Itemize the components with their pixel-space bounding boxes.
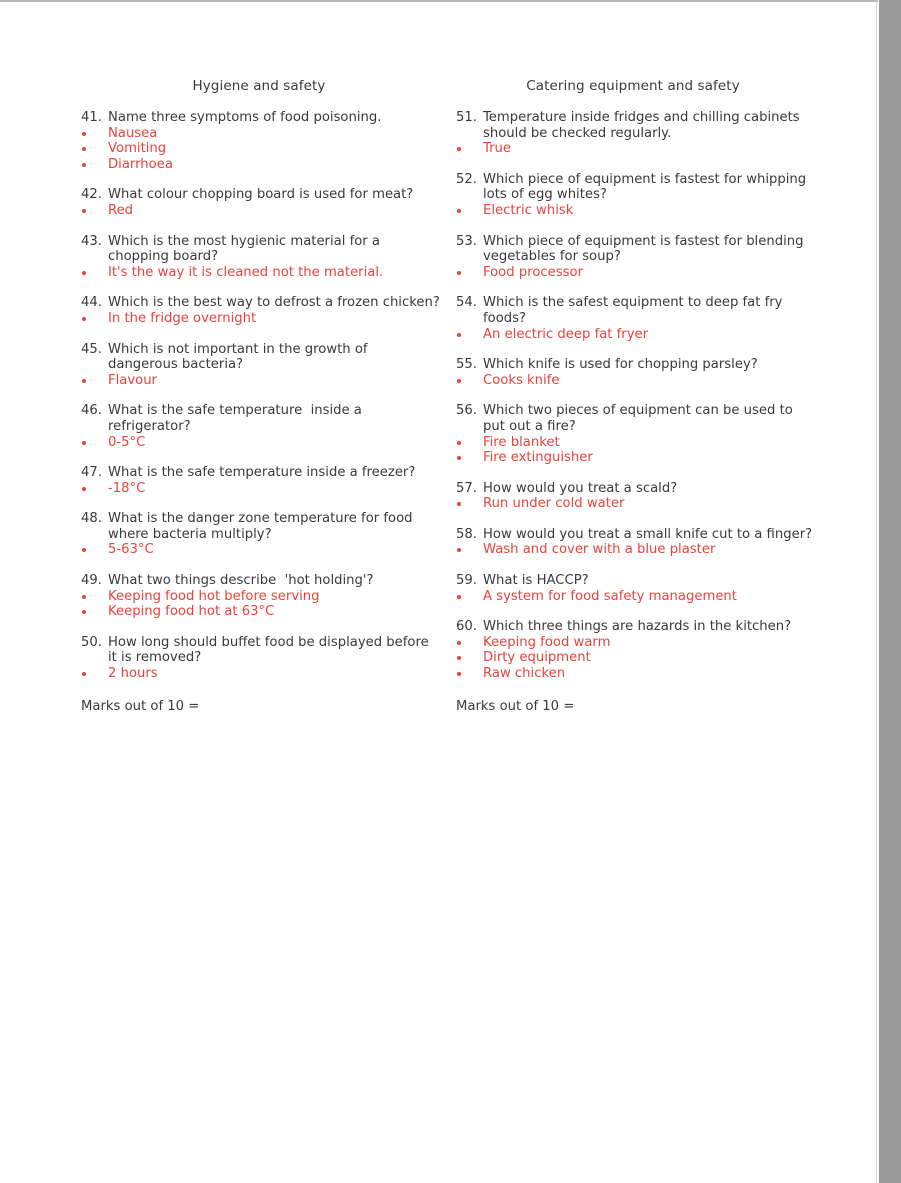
question-text: Which piece of equipment is fastest for whipping lots of egg whites? xyxy=(483,171,811,203)
question-row xyxy=(81,573,441,589)
page-top-rule xyxy=(0,0,878,2)
answer-text: -18°C xyxy=(108,480,146,496)
question-number: 43. xyxy=(81,233,102,249)
question-text: How would you treat a scald? xyxy=(483,480,678,496)
question-answer-block xyxy=(81,187,441,218)
question-number: 41. xyxy=(81,110,102,125)
answer-text: Fire extinguisher xyxy=(483,450,593,466)
question-text: Which two pieces of equipment can be used to put out a fire? xyxy=(483,403,798,434)
question-answer-block xyxy=(456,110,816,157)
question-number: 45. xyxy=(81,341,102,357)
answer-row xyxy=(81,604,441,620)
question-answer-block xyxy=(81,573,441,620)
question-number: 51. xyxy=(456,110,477,125)
marks-out-of-line: Marks out of 10 = xyxy=(81,698,200,714)
answer-text: Keeping food hot at 63°C xyxy=(108,604,275,620)
question-number: 48. xyxy=(81,511,102,527)
question-row xyxy=(456,573,816,589)
question-text: What two things describe 'hot holding'? xyxy=(108,573,374,589)
question-text: Which is the most hygienic material for a chopping board? xyxy=(108,233,385,265)
answer-row xyxy=(81,481,441,497)
question-row xyxy=(81,295,441,311)
question-text: Name three symptoms of food poisoning. xyxy=(108,110,382,125)
answer-row xyxy=(456,373,816,389)
question-number: 53. xyxy=(456,233,477,249)
question-row xyxy=(81,187,441,203)
question-text: Which three things are hazards in the kitchen? xyxy=(483,619,792,635)
question-row xyxy=(81,234,441,265)
question-answer-block xyxy=(456,357,816,388)
answer-row xyxy=(456,203,816,219)
question-answer-block xyxy=(456,403,816,465)
question-answer-block xyxy=(456,527,816,558)
answer-row xyxy=(456,450,816,466)
answer-text: Flavour xyxy=(108,372,157,388)
question-row xyxy=(81,465,441,481)
question-row xyxy=(81,342,441,373)
answer-text: Vomiting xyxy=(108,141,167,157)
answer-text: Raw chicken xyxy=(483,666,566,682)
question-number: 42. xyxy=(81,187,102,203)
answer-row xyxy=(456,650,816,666)
question-number: 54. xyxy=(456,295,477,311)
question-number: 55. xyxy=(456,357,477,373)
question-row xyxy=(456,110,816,141)
answer-text: Nausea xyxy=(108,125,158,141)
question-answer-block xyxy=(81,342,441,389)
question-text: What colour chopping board is used for meat? xyxy=(108,187,414,203)
column-heading: Catering equipment and safety xyxy=(526,78,740,94)
question-row xyxy=(456,619,816,635)
answer-row xyxy=(456,265,816,281)
question-answer-block xyxy=(81,234,441,281)
question-number: 60. xyxy=(456,619,477,635)
question-list xyxy=(81,110,441,682)
answer-text: An electric deep fat fryer xyxy=(483,326,649,342)
answer-row xyxy=(456,542,816,558)
question-text: What is the danger zone temperature for food where bacteria multiply? xyxy=(108,511,417,542)
question-text: Which knife is used for chopping parsley? xyxy=(483,357,758,373)
answer-text: Electric whisk xyxy=(483,202,574,218)
answer-row xyxy=(456,666,816,682)
answer-text: Red xyxy=(108,202,134,218)
question-row xyxy=(456,234,816,265)
question-number: 57. xyxy=(456,480,477,496)
question-column-hygiene xyxy=(81,78,441,714)
question-text: What is the safe temperature inside a freezer? xyxy=(108,465,416,481)
question-text: Which is not important in the growth of dangerous bacteria? xyxy=(108,341,372,373)
answer-row xyxy=(456,141,816,157)
question-text: How long should buffet food be displayed before it is removed? xyxy=(108,634,433,666)
answer-row xyxy=(81,265,441,281)
answer-text: 0-5°C xyxy=(108,434,146,450)
question-answer-block xyxy=(456,172,816,219)
question-text: What is the safe temperature inside a refrigerator? xyxy=(108,403,367,434)
question-text: Temperature inside fridges and chilling cabinets should be checked regularly. xyxy=(483,110,804,141)
question-text: What is HACCP? xyxy=(483,573,589,589)
answer-text: 2 hours xyxy=(108,666,158,682)
answer-row xyxy=(81,373,441,389)
question-row xyxy=(456,172,816,203)
vertical-scrollbar-track[interactable] xyxy=(879,0,901,1183)
answer-text: True xyxy=(483,141,512,157)
question-number: 50. xyxy=(81,634,102,650)
question-number: 47. xyxy=(81,465,102,481)
question-row xyxy=(456,527,816,543)
answer-text: Cooks knife xyxy=(483,372,560,388)
question-text: Which is the best way to defrost a frozen chicken? xyxy=(108,295,440,311)
question-number: 44. xyxy=(81,295,102,311)
answer-row xyxy=(456,589,816,605)
question-number: 59. xyxy=(456,573,477,589)
answer-text: Fire blanket xyxy=(483,434,560,450)
answer-text: A system for food safety management xyxy=(483,588,737,604)
answer-text: Wash and cover with a blue plaster xyxy=(483,542,716,558)
question-row xyxy=(456,481,816,497)
marks-out-of-line: Marks out of 10 = xyxy=(456,698,575,714)
question-list xyxy=(456,110,816,682)
question-row xyxy=(81,110,441,126)
question-number: 46. xyxy=(81,403,102,419)
answer-text: Dirty equipment xyxy=(483,650,591,666)
question-text: How would you treat a small knife cut to a finger? xyxy=(483,526,813,542)
answer-text: Food processor xyxy=(483,264,583,280)
question-text: Which is the safest equipment to deep fat fry foods? xyxy=(483,295,787,326)
question-row xyxy=(456,403,816,434)
question-number: 52. xyxy=(456,171,477,187)
question-answer-block xyxy=(456,481,816,512)
answer-row xyxy=(81,203,441,219)
question-row xyxy=(456,357,816,373)
vertical-scrollbar-thumb[interactable] xyxy=(879,0,901,1183)
answer-row xyxy=(81,666,441,682)
answer-text: It's the way it is cleaned not the material. xyxy=(108,264,384,280)
answer-text: In the fridge overnight xyxy=(108,310,257,326)
answer-row xyxy=(456,496,816,512)
question-row xyxy=(81,403,441,434)
question-number: 56. xyxy=(456,403,477,419)
answer-text: Run under cold water xyxy=(483,496,625,512)
column-heading: Hygiene and safety xyxy=(192,78,326,94)
question-answer-block xyxy=(456,573,816,604)
question-answer-block xyxy=(81,110,441,172)
answer-row xyxy=(81,141,441,157)
question-answer-block xyxy=(456,234,816,281)
answer-row xyxy=(456,635,816,651)
question-answer-block xyxy=(456,295,816,342)
question-number: 49. xyxy=(81,573,102,589)
question-answer-block xyxy=(81,295,441,326)
question-answer-block xyxy=(81,403,441,450)
question-column-catering xyxy=(456,78,816,714)
question-text: Which piece of equipment is fastest for blending vegetables for soup? xyxy=(483,233,808,265)
question-row xyxy=(81,635,441,666)
question-answer-block xyxy=(456,619,816,681)
answer-row xyxy=(81,542,441,558)
question-answer-block xyxy=(81,635,441,682)
question-answer-block xyxy=(81,511,441,558)
answer-row xyxy=(81,126,441,142)
question-row xyxy=(456,295,816,326)
answer-text: Keeping food warm xyxy=(483,634,611,650)
question-answer-block xyxy=(81,465,441,496)
answer-row xyxy=(456,327,816,343)
question-number: 58. xyxy=(456,526,477,542)
answer-text: Diarrhoea xyxy=(108,156,173,172)
answer-text: 5-63°C xyxy=(108,542,154,558)
answer-row xyxy=(81,435,441,451)
answer-row xyxy=(456,435,816,451)
answer-row xyxy=(81,157,441,173)
answer-row xyxy=(81,311,441,327)
answer-text: Keeping food hot before serving xyxy=(108,588,320,604)
answer-row xyxy=(81,589,441,605)
question-row xyxy=(81,511,441,542)
